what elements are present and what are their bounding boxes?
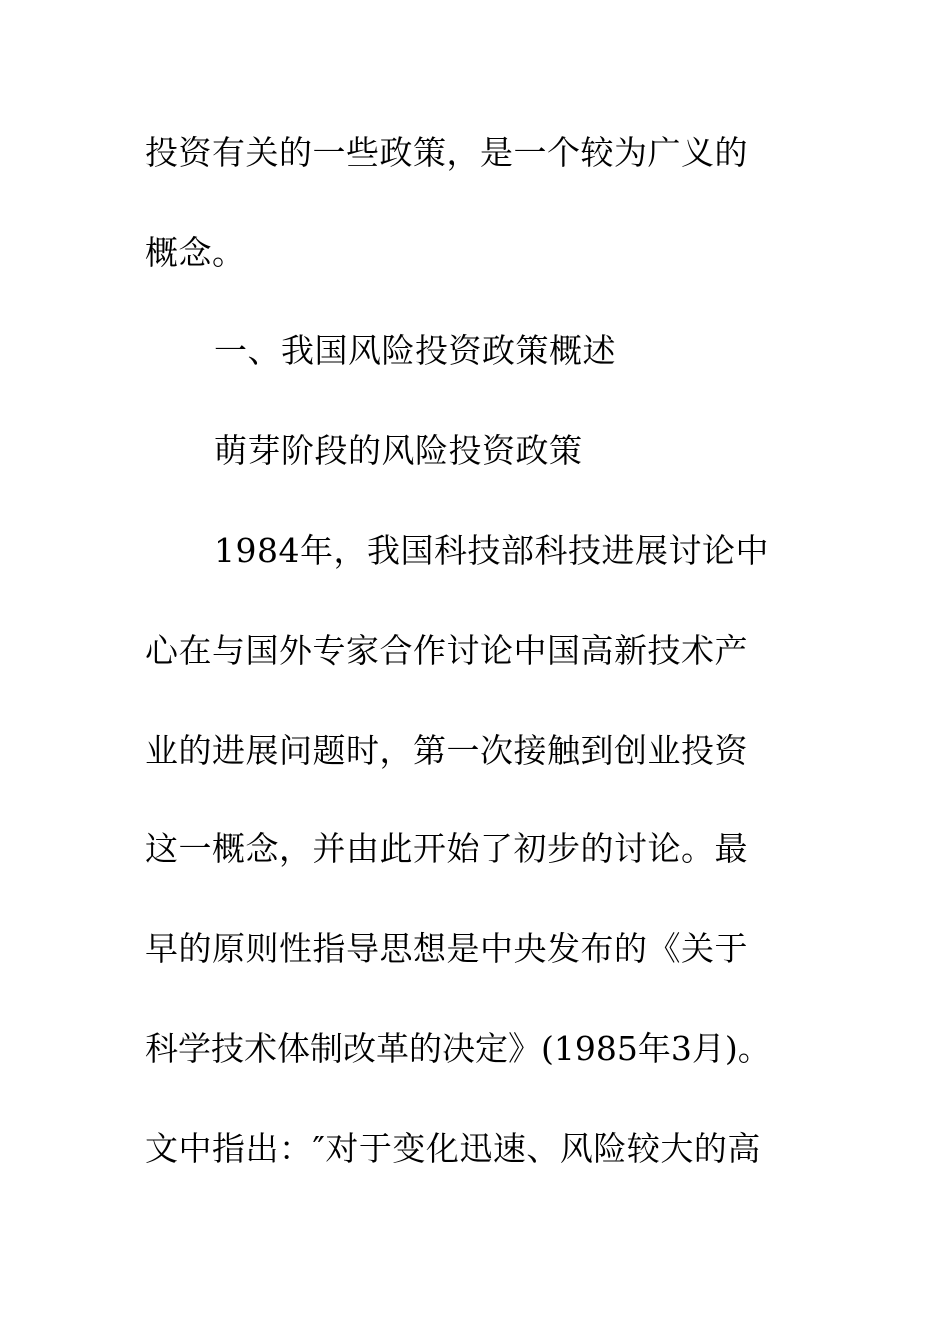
paragraph-line: 1984年，我国科技部科技进展讨论中: [214, 531, 769, 570]
paragraph-line: 心在与国外专家合作讨论中国高新技术产: [145, 631, 748, 670]
paragraph-line: 业的进展问题时，第一次接触到创业投资: [145, 731, 748, 770]
section-heading: 一、我国风险投资政策概述: [214, 331, 616, 370]
paragraph-line: 概念。: [145, 233, 246, 272]
paragraph-line: 投资有关的一些政策，是一个较为广义的: [145, 133, 748, 172]
subsection-heading: 萌芽阶段的风险投资政策: [214, 431, 583, 470]
paragraph-line: 早的原则性指导思想是中央发布的《关于: [145, 929, 748, 968]
paragraph-line: 科学技术体制改革的决定》(1985年3月)。: [145, 1029, 771, 1068]
paragraph-line: 文中指出：″对于变化迅速、风险较大的高: [145, 1129, 761, 1168]
paragraph-line: 这一概念，并由此开始了初步的讨论。最: [145, 829, 748, 868]
